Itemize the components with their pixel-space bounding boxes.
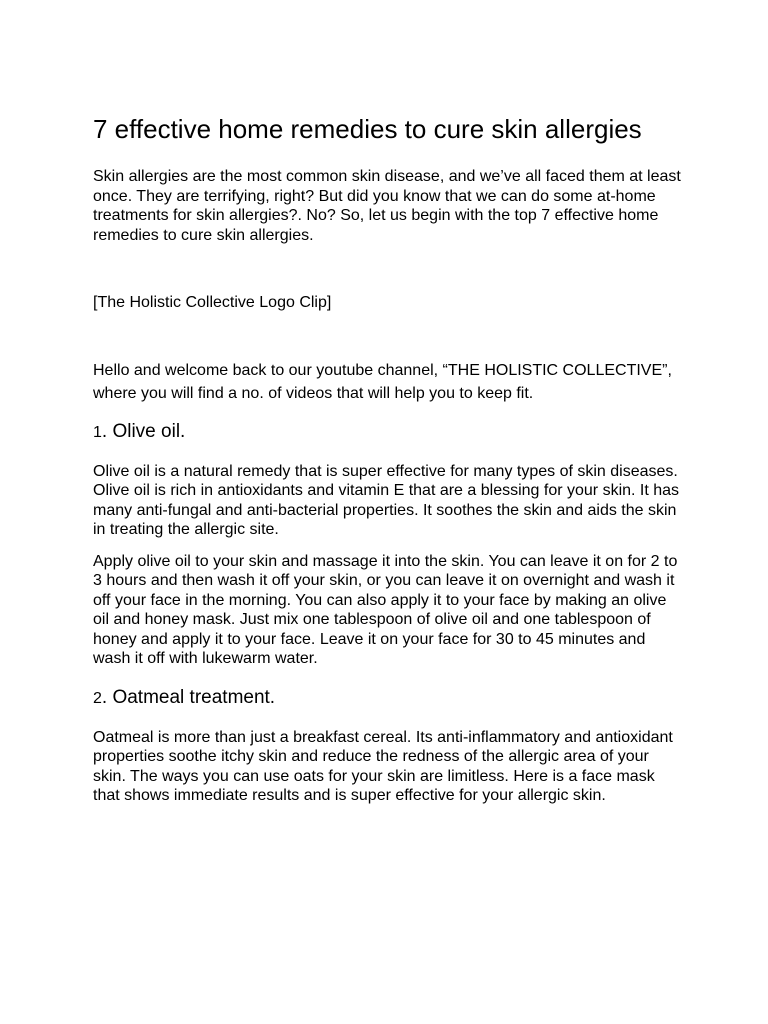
document-title: 7 effective home remedies to cure skin allergies [93,114,642,144]
section-paragraph: Oatmeal is more than just a breakfast cereal. Its anti-inflammatory and antioxidant properties soothe itchy skin and reduce the redness of the allergic area of your skin. The ways you can use oats for your skin are limitless. Here is a face mask that shows immediate results and is super effective for your allergic skin. [93,728,673,804]
section-number: 2 [93,689,102,707]
intro-paragraph: Skin allergies are the most common skin disease, and we’ve all faced them at least once. They are terrifying, right? But did you know that we can do some at-home treatments for skin allergies?. No? So, let us begin with the top 7 effective home remedies to cure skin allergies. [93,168,681,244]
section-heading-olive-oil [93,420,683,445]
section-number: 1 [93,423,102,441]
section-paragraph: Olive oil is a natural remedy that is super effective for many types of skin diseases. Olive oil is rich in antioxidants and vitamin E that are a blessing for your skin. It has many anti-fungal and anti-bacterial properties. It soothes the skin and aids the skin in treating the allergic site. [93,462,680,538]
section-heading-oatmeal [93,686,683,711]
section-heading-text: . Olive oil. [101,420,186,442]
document-page [93,113,683,818]
section-heading-text: . Oatmeal treatment. [101,686,276,708]
section-paragraph: Apply olive oil to your skin and massage it into the skin. You can leave it on for 2 to 3 hours and then wash it off your skin, or you can leave it on overnight and wash it off your face in the morning. You can also apply it to your face by making an olive oil and honey mask. Just mix one tablespoon of olive oil and one tablespoon of honey and apply it to your face. Leave it on your face for 30 to 45 minutes and wash it off with lukewarm water. [93,552,678,667]
welcome-paragraph: Hello and welcome back to our youtube channel, “THE HOLISTIC COLLECTIVE”, where you will find a no. of videos that will help you to keep fit. [93,361,672,402]
logo-clip-note: [The Holistic Collective Logo Clip] [93,294,332,311]
